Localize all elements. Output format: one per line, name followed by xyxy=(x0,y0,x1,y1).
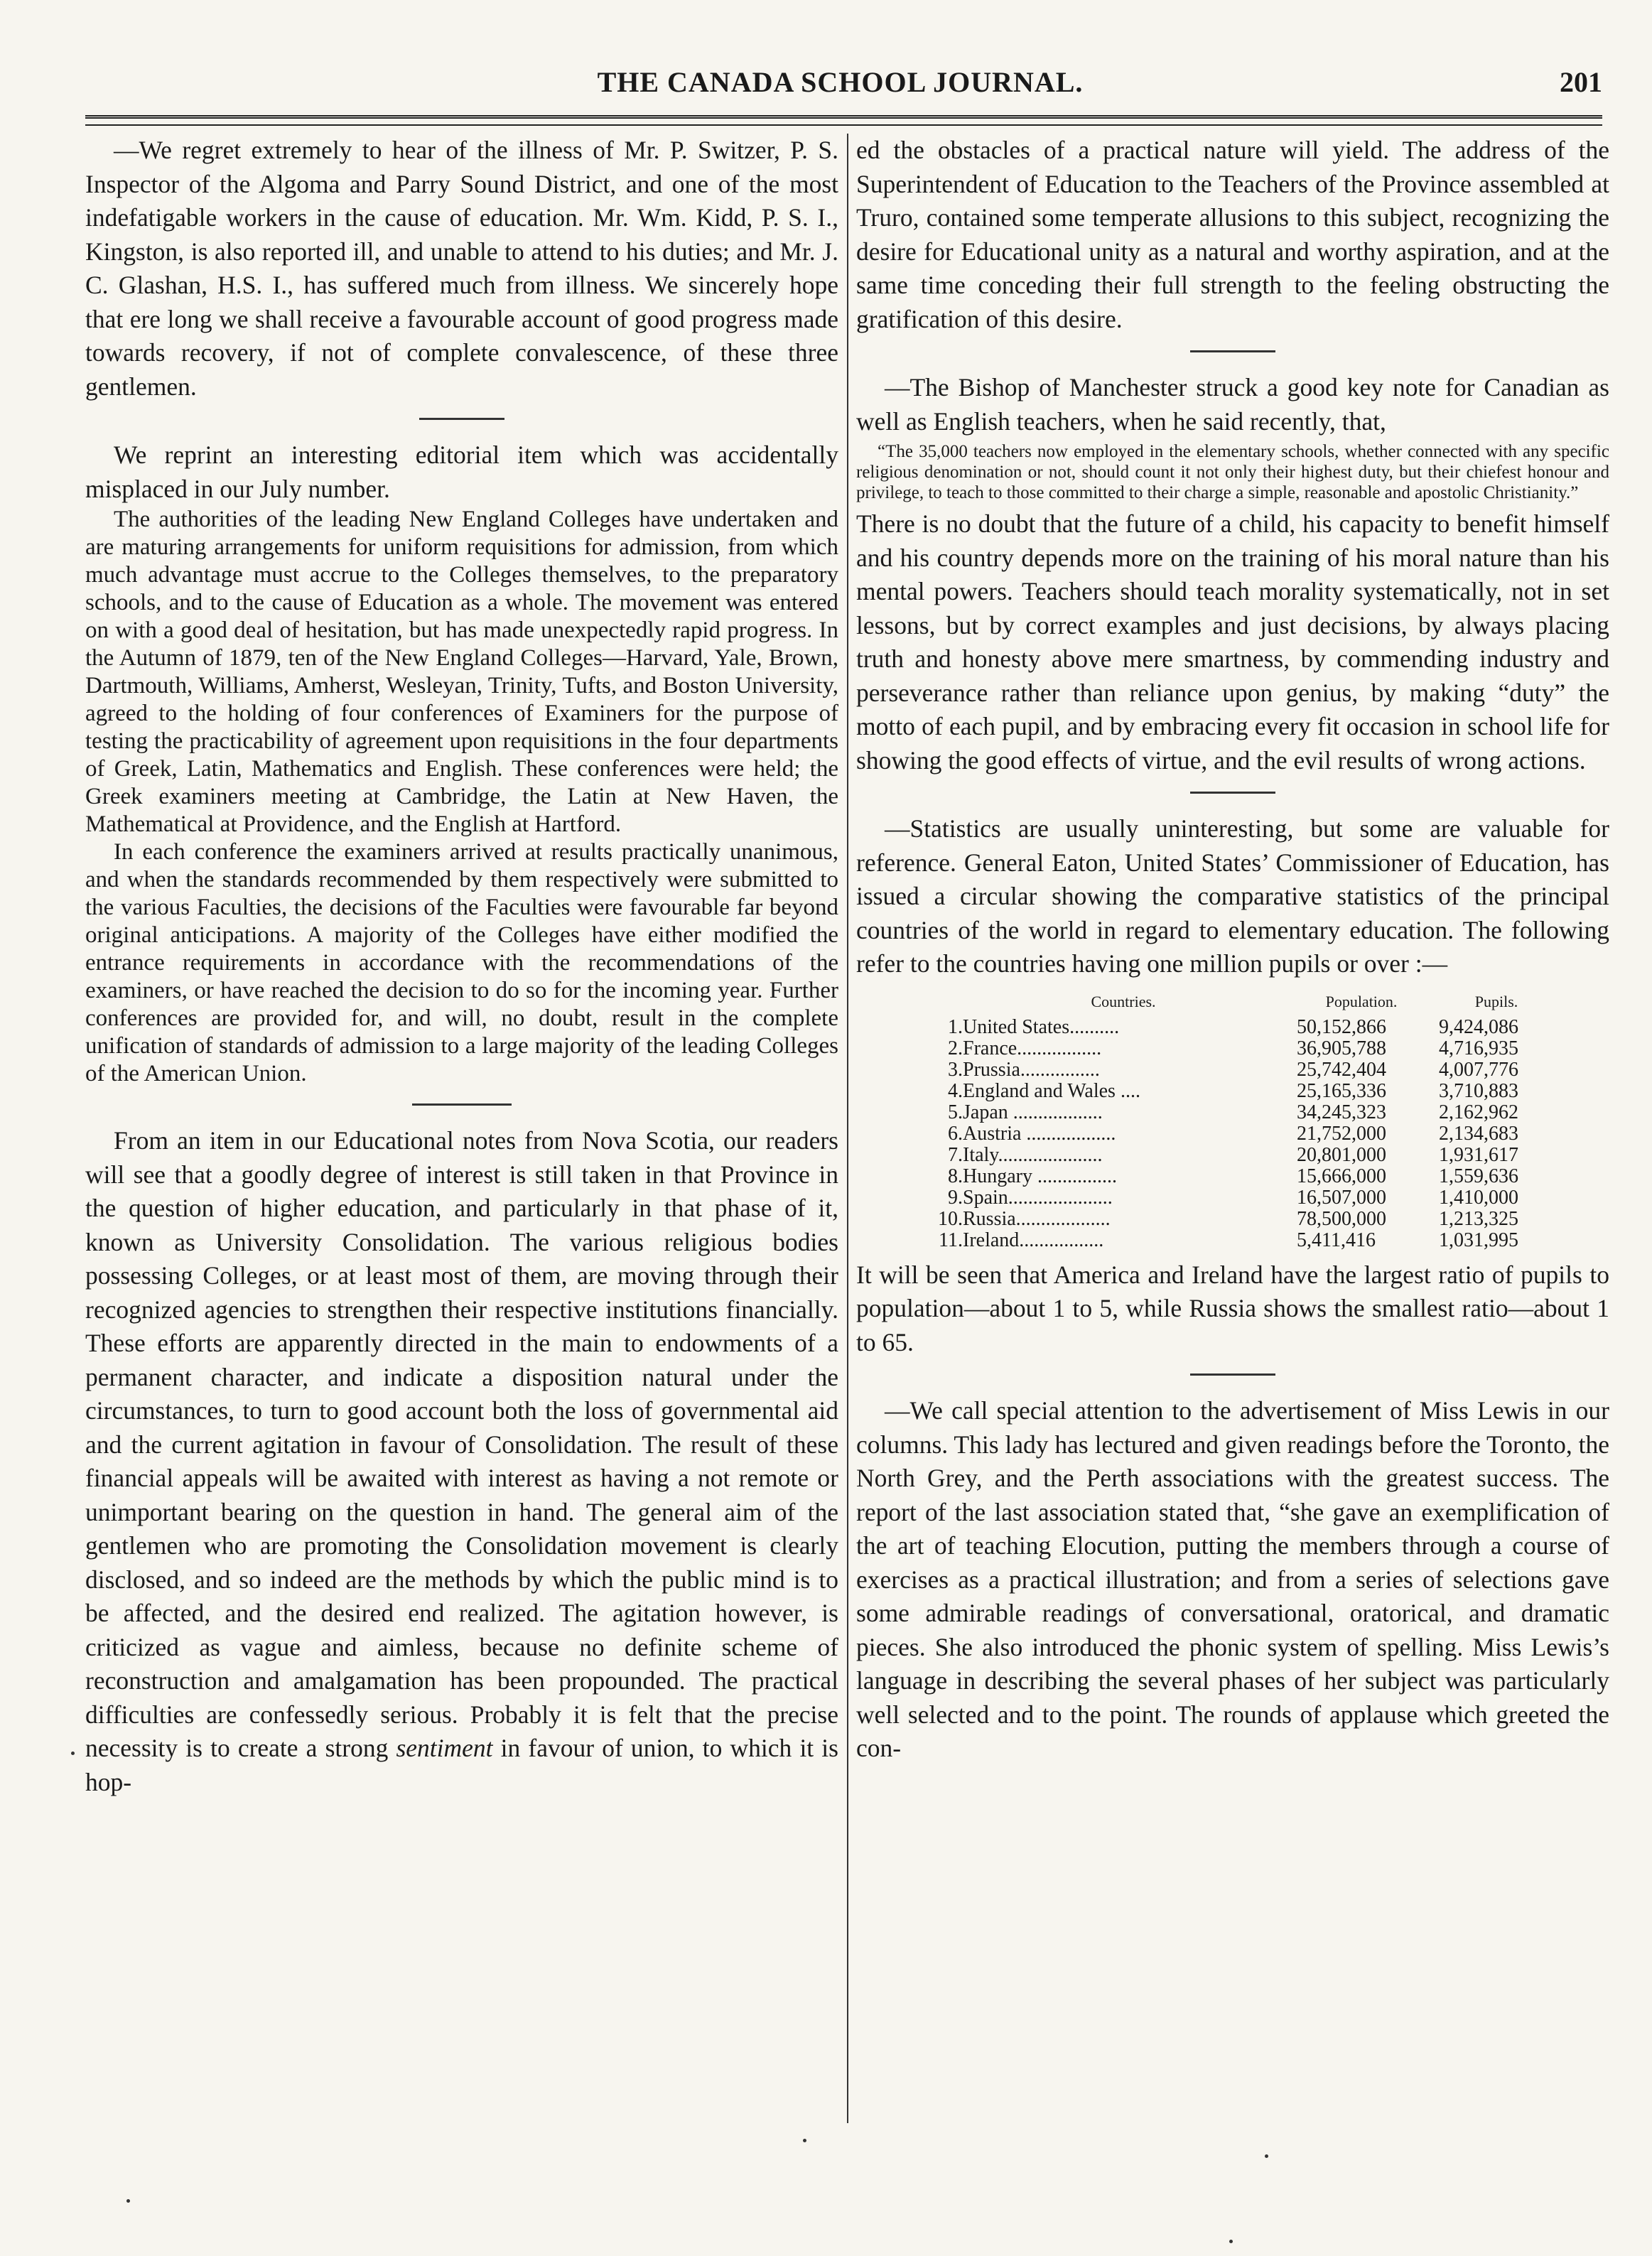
table-cell-n: 7. xyxy=(948,1143,963,1166)
table-cell-pupils: 4,007,776 xyxy=(1439,1058,1518,1081)
column-header-countries: Countries. xyxy=(1091,992,1156,1010)
table-row xyxy=(927,1230,1567,1251)
table-header-row xyxy=(927,991,1567,1017)
paragraph-nova-scotia xyxy=(85,1124,838,1799)
table-cell-n: 3. xyxy=(948,1058,963,1081)
paragraph-reprint-note: We reprint an interesting editorial item which was accidentally misplaced in our July number. xyxy=(85,441,838,503)
paragraph-new-england-colleges: The authorities of the leading New England Colleges have undertaken and are maturing arrangements for uniform requisitions for admission, from which much advantage must accrue to the Colleges themselves, to the preparatory schools, and to the cause of Education as a whole. The movement was entered on with a good deal of hesitation, but has made unexpectedly rapid progress. In the Autumn of 1879, ten of the New England Colleges—Harvard, Yale, Brown, Dartmouth, Williams, Amherst, Wesleyan, Trinity, Tufts, and Boston University, agreed to the holding of four conferences of Examiners for the purpose of testing the practicability of agreement upon requisitions in the four departments of Greek, Latin, Mathematics and English. These conferences were held; the Greek examiners meeting at Cambridge, the Latin at New Haven, the Mathematical at Providence, and the English at Hartford. xyxy=(85,507,838,837)
table-cell-population: 5,411,416 xyxy=(1297,1229,1376,1251)
table-cell-pupils: 1,213,325 xyxy=(1439,1207,1518,1230)
table-cell-country: England and Wales .... xyxy=(963,1079,1140,1102)
table-cell-country: Spain..................... xyxy=(963,1186,1113,1209)
table-row xyxy=(927,1209,1567,1230)
header-rule xyxy=(85,115,1602,123)
paragraph-conference-results: In each conference the examiners arrived at results practically unanimous, and when the standards recommended by them respectively were submitted to the various Faculties, the decisions of the Faculties were favourable far beyond original anticipations. A majority of the Colleges have either modified the entrance requirements in accordance with the recommendations of the examiners, or have reached the decision to do so for the incoming year. Further conferences are provided for, and will, no doubt, result in the complete unification of standards of admission to a large majority of the leading Colleges of the American Union. xyxy=(85,839,838,1086)
column-divider xyxy=(847,134,848,2123)
page-header xyxy=(78,63,1602,112)
table-cell-n: 6. xyxy=(948,1122,963,1145)
table-row xyxy=(927,1166,1567,1187)
table-cell-n: 5. xyxy=(948,1101,963,1123)
table-cell-population: 21,752,000 xyxy=(1297,1122,1386,1145)
print-speck xyxy=(71,1752,75,1755)
table-cell-n: 10. xyxy=(938,1207,963,1230)
table-row xyxy=(927,1038,1567,1059)
statistics-table xyxy=(927,991,1567,1251)
section-separator xyxy=(1190,1373,1275,1376)
table-cell-population: 34,245,323 xyxy=(1297,1101,1386,1123)
table-cell-n: 11. xyxy=(939,1229,963,1251)
table-cell-pupils: 2,162,962 xyxy=(1439,1101,1518,1123)
paragraph-moral-training: There is no doubt that the future of a child, his capacity to benefit himself and his country depends more on the training of his moral nature than his mental powers. Teachers should teach morality systematically, not in set lessons, but by correct examples and just decisions, by always placing truth and honesty above mere smartness, by commending industry and perseverance rather than reliance upon genius, by making “duty” the motto of each pupil, and by embracing every fit occasion in school life for showing the good effects of virtue, and the evil results of wrong actions. xyxy=(856,509,1609,775)
table-row xyxy=(927,1017,1567,1038)
table-cell-pupils: 2,134,683 xyxy=(1439,1122,1518,1145)
table-cell-population: 36,905,788 xyxy=(1297,1037,1386,1059)
table-cell-population: 78,500,000 xyxy=(1297,1207,1386,1230)
section-separator xyxy=(412,1103,512,1106)
table-row xyxy=(927,1187,1567,1209)
table-cell-pupils: 3,710,883 xyxy=(1439,1079,1518,1102)
table-cell-country: Prussia................ xyxy=(963,1058,1100,1081)
table-cell-country: Austria .................. xyxy=(963,1122,1116,1145)
table-cell-population: 25,165,336 xyxy=(1297,1079,1386,1102)
paragraph-bishop-manchester: —The Bishop of Manchester struck a good key note for Canadian as well as English teachers, when he said recently, that, xyxy=(856,373,1609,436)
table-cell-pupils: 1,410,000 xyxy=(1439,1186,1518,1209)
table-cell-country: Japan .................. xyxy=(963,1101,1103,1123)
table-cell-pupils: 1,931,617 xyxy=(1439,1143,1518,1166)
table-cell-pupils: 1,559,636 xyxy=(1439,1165,1518,1187)
table-row xyxy=(927,1123,1567,1145)
print-speck xyxy=(1265,2154,1268,2158)
paragraph-illness-notice: —We regret extremely to hear of the illness of Mr. P. Switzer, P. S. Inspector of the Algoma and Parry Sound District, and one of the most indefatigable workers in the cause of education. Mr. Wm. Kidd, P. S. I., Kingston, is also reported ill, and unable to attend to his duties; and Mr. J. C. Glashan, H.S. I., has suffered much from illness. We sincerely hope that ere long we shall receive a favourable account of good progress made towards recovery, if not of complete convalescence, of these three gentlemen. xyxy=(85,136,838,401)
table-cell-population: 16,507,000 xyxy=(1297,1186,1386,1209)
print-speck xyxy=(126,2199,130,2203)
table-cell-pupils: 9,424,086 xyxy=(1439,1015,1518,1038)
paragraph-miss-lewis: —We call special attention to the advertisement of Miss Lewis in our columns. This lady has lectured and given readings before the Toronto, the North Grey, and the Perth associations with the greatest success. The report of the last association stated that, “she gave an exemplification of the art of teaching Elocution, putting the members through a course of exercises as a practical illustration; and from a series of selections gave some admirable readings of conversational, oratorical, and dramatic pieces. She also introduced the phonic system of spelling. Miss Lewis’s language in describing the several phases of her subject was particularly well selected and to the point. The rounds of applause which greeted the con- xyxy=(856,1396,1609,1762)
quote-bishop: “The 35,000 teachers now employed in the elementary schools, whether connected with any specific religious denomination or not, should count it not only their highest duty, but their chiefest honour and privilege, to teach to those committed to their charge a simple, reasonable and apostolic Christianity.” xyxy=(856,442,1609,502)
table-cell-n: 4. xyxy=(948,1079,963,1102)
print-speck xyxy=(1229,2240,1233,2243)
text-run: in favour of union, to which it is hop- xyxy=(85,1734,838,1796)
table-row xyxy=(927,1102,1567,1123)
print-speck xyxy=(803,2139,806,2142)
paragraph-ratio: It will be seen that America and Ireland have the largest ratio of pupils to population—about 1 to 5, while Russia shows the smallest ratio—about 1 to 65. xyxy=(856,1260,1609,1356)
emphasis-sentiment: sentiment xyxy=(396,1734,493,1762)
right-column xyxy=(856,134,1609,1766)
column-header-pupils: Pupils. xyxy=(1474,992,1518,1010)
table-cell-country: United States.......... xyxy=(963,1015,1120,1038)
table-cell-country: Russia................... xyxy=(963,1207,1111,1230)
page-number: 201 xyxy=(1560,66,1602,98)
section-separator xyxy=(419,418,504,420)
journal-title: THE CANADA SCHOOL JOURNAL. xyxy=(597,66,1084,98)
text-run: From an item in our Educational notes from Nova Scotia, our readers will see that a goodly degree of interest is still taken in that Province in the question of higher education, and particularly in that phase of it, known as University Consolidation. The various religious bodies possessing Colleges, or at least most of them, are moving through their recognized agencies to strengthen their respective institutions financially. These efforts are apparently directed in the main to endowments of a permanent character, and indicate a disposition natural under the circumstances, to turn to good account both the loss of governmental aid and the current agitation in favour of Consolidation. The result of these financial appeals will be awaited with interest as having a not remote or unimportant bearing on the question in hand. The general aim of the gentlemen who are promoting the Consolidation movement is clearly disclosed, and so indeed are the methods by which the public mind is to be affected, and the desired end realized. The agitation however, is criticized as vague and aimless, because no definite scheme of reconstruction and amalgamation has been propounded. The practical difficulties are confessedly serious. Probably it is felt that the precise necessity is to create a strong xyxy=(85,1126,838,1762)
table-cell-population: 15,666,000 xyxy=(1297,1165,1386,1187)
paragraph-statistics: —Statistics are usually uninteresting, but some are valuable for reference. General Eaton, United States’ Commissioner of Education, has issued a circular showing the comparative statistics of the principal countries of the world in regard to elementary education. The following refer to the countries having one million pupils or over :— xyxy=(856,814,1609,978)
header-rule-lower xyxy=(85,124,1602,126)
table-cell-country: France................. xyxy=(963,1037,1102,1059)
paragraph-continued: ed the obstacles of a practical nature will yield. The address of the Superintendent of Education to the Teachers of the Province assembled at Truro, contained some temperate allusions to this subject, recognizing the desire for Educational unity as a natural and worthy aspiration, and at the same time conceding their full strength to the feeling obstructing the gratification of this desire. xyxy=(856,136,1609,333)
column-header-population: Population. xyxy=(1325,992,1398,1010)
table-cell-population: 25,742,404 xyxy=(1297,1058,1386,1081)
section-separator xyxy=(1190,350,1275,352)
table-row xyxy=(927,1081,1567,1102)
table-cell-n: 8. xyxy=(948,1165,963,1187)
left-column xyxy=(85,134,838,1799)
table-cell-n: 1. xyxy=(948,1015,963,1038)
table-cell-n: 9. xyxy=(948,1186,963,1209)
table-cell-country: Italy..................... xyxy=(963,1143,1103,1166)
table-cell-n: 2. xyxy=(948,1037,963,1059)
table-row xyxy=(927,1145,1567,1166)
table-cell-pupils: 1,031,995 xyxy=(1439,1229,1518,1251)
table-cell-country: Ireland................. xyxy=(963,1229,1104,1251)
section-separator xyxy=(1190,792,1275,794)
table-cell-population: 50,152,866 xyxy=(1297,1015,1386,1038)
table-row xyxy=(927,1059,1567,1081)
table-cell-country: Hungary ................ xyxy=(963,1165,1117,1187)
table-cell-pupils: 4,716,935 xyxy=(1439,1037,1518,1059)
table-cell-population: 20,801,000 xyxy=(1297,1143,1386,1166)
